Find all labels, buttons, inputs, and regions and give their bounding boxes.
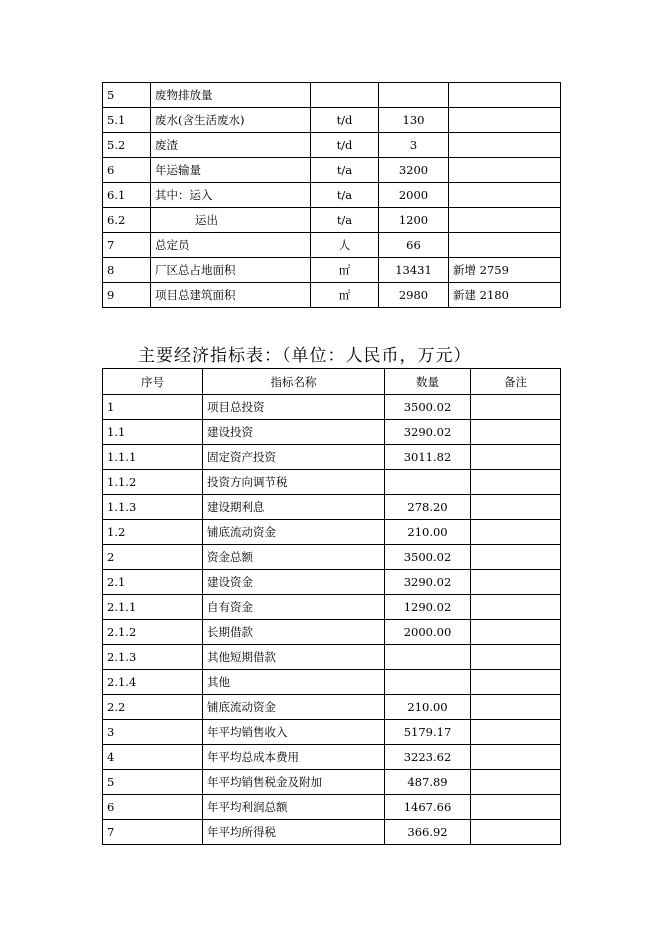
table-row: [103, 570, 561, 595]
row-name: 厂区总占地面积: [151, 258, 311, 283]
row-name: 年运输量: [151, 158, 311, 183]
table-row: [103, 108, 561, 133]
table-row: [103, 183, 561, 208]
row-note: 新建 2180: [449, 283, 561, 308]
row-value: 366.92: [385, 820, 471, 845]
row-name: 铺底流动资金: [203, 520, 385, 545]
table-row: [103, 745, 561, 770]
row-note: [471, 395, 561, 420]
row-note: [471, 495, 561, 520]
row-no: 8: [103, 258, 151, 283]
row-no: 2: [103, 545, 203, 570]
row-no: 5: [103, 83, 151, 108]
row-value: 3200: [379, 158, 449, 183]
row-no: 7: [103, 233, 151, 258]
row-name: 运出: [151, 208, 311, 233]
row-name: 其中：运入: [151, 183, 311, 208]
row-no: 1.1.2: [103, 470, 203, 495]
row-note: [471, 695, 561, 720]
row-value: 278.20: [385, 495, 471, 520]
table-row: [103, 83, 561, 108]
table-row: [103, 233, 561, 258]
row-no: 6: [103, 795, 203, 820]
row-note: [471, 445, 561, 470]
row-no: 2.1.1: [103, 595, 203, 620]
row-value: 210.00: [385, 695, 471, 720]
row-no: 2.2: [103, 695, 203, 720]
row-note: [471, 570, 561, 595]
row-value: [385, 645, 471, 670]
row-name: 年平均所得税: [203, 820, 385, 845]
row-value: 66: [379, 233, 449, 258]
row-name: 资金总额: [203, 545, 385, 570]
row-value: 3500.02: [385, 395, 471, 420]
row-value: 13431: [379, 258, 449, 283]
row-no: 2.1.2: [103, 620, 203, 645]
row-note: [471, 545, 561, 570]
row-name: 总定员: [151, 233, 311, 258]
table-row: [103, 645, 561, 670]
row-unit: [311, 83, 379, 108]
row-note: [471, 470, 561, 495]
row-unit: t/a: [311, 208, 379, 233]
table-row: [103, 158, 561, 183]
row-name: 年平均利润总额: [203, 795, 385, 820]
row-name: 年平均总成本费用: [203, 745, 385, 770]
row-name: 自有资金: [203, 595, 385, 620]
row-note: [471, 645, 561, 670]
row-name: 废物排放量: [151, 83, 311, 108]
row-unit: t/d: [311, 108, 379, 133]
row-note: [471, 745, 561, 770]
row-name: 项目总建筑面积: [151, 283, 311, 308]
row-note: 新增 2759: [449, 258, 561, 283]
header-name: 指标名称: [203, 369, 385, 395]
row-no: 6.1: [103, 183, 151, 208]
row-no: 1.1.3: [103, 495, 203, 520]
row-no: 1: [103, 395, 203, 420]
row-note: [471, 670, 561, 695]
row-name: 项目总投资: [203, 395, 385, 420]
row-value: 3290.02: [385, 570, 471, 595]
row-value: 3223.62: [385, 745, 471, 770]
row-name: 固定资产投资: [203, 445, 385, 470]
row-value: 3290.02: [385, 420, 471, 445]
row-note: [471, 520, 561, 545]
row-value: 210.00: [385, 520, 471, 545]
row-value: 130: [379, 108, 449, 133]
row-no: 5: [103, 770, 203, 795]
row-value: 2980: [379, 283, 449, 308]
row-unit: 人: [311, 233, 379, 258]
table-row: [103, 695, 561, 720]
row-no: 6: [103, 158, 151, 183]
row-value: 1290.02: [385, 595, 471, 620]
row-note: [449, 108, 561, 133]
table-row: [103, 420, 561, 445]
table-row: [103, 620, 561, 645]
row-note: [449, 133, 561, 158]
table-row: [103, 133, 561, 158]
indicator-table-continued: [102, 82, 561, 308]
row-value: 5179.17: [385, 720, 471, 745]
row-unit: t/a: [311, 183, 379, 208]
row-note: [471, 770, 561, 795]
row-value: 2000: [379, 183, 449, 208]
row-unit: ㎡: [311, 283, 379, 308]
row-no: 1.2: [103, 520, 203, 545]
row-value: [385, 470, 471, 495]
row-note: [449, 208, 561, 233]
row-note: [471, 420, 561, 445]
row-value: 1467.66: [385, 795, 471, 820]
header-value: 数量: [385, 369, 471, 395]
row-name: 其他短期借款: [203, 645, 385, 670]
table-row: [103, 520, 561, 545]
row-no: 2.1: [103, 570, 203, 595]
row-name: 铺底流动资金: [203, 695, 385, 720]
row-value: [379, 83, 449, 108]
row-name: 废水(含生活废水): [151, 108, 311, 133]
row-no: 2.1.3: [103, 645, 203, 670]
row-value: 2000.00: [385, 620, 471, 645]
economic-indicator-table: [102, 368, 561, 845]
table-row: [103, 283, 561, 308]
table-row: [103, 470, 561, 495]
row-unit: ㎡: [311, 258, 379, 283]
row-no: 7: [103, 820, 203, 845]
table-row: [103, 670, 561, 695]
row-note: [449, 83, 561, 108]
row-note: [471, 595, 561, 620]
table-row: [103, 795, 561, 820]
row-unit: t/d: [311, 133, 379, 158]
row-value: 1200: [379, 208, 449, 233]
table-row: [103, 495, 561, 520]
row-name: 投资方向调节税: [203, 470, 385, 495]
table-row: [103, 395, 561, 420]
row-name: 建设投资: [203, 420, 385, 445]
section-title: 主要经济指标表：（单位：人民币，万元）: [138, 346, 472, 366]
row-name: 年平均销售税金及附加: [203, 770, 385, 795]
row-unit: t/a: [311, 158, 379, 183]
row-note: [449, 183, 561, 208]
row-name: 建设资金: [203, 570, 385, 595]
row-note: [471, 720, 561, 745]
row-value: 3011.82: [385, 445, 471, 470]
table-row: [103, 258, 561, 283]
table-row: [103, 820, 561, 845]
row-note: [471, 820, 561, 845]
row-name: 建设期利息: [203, 495, 385, 520]
row-value: 3500.02: [385, 545, 471, 570]
row-no: 6.2: [103, 208, 151, 233]
row-note: [471, 795, 561, 820]
table-row: [103, 208, 561, 233]
row-value: 487.89: [385, 770, 471, 795]
row-note: [449, 233, 561, 258]
row-note: [449, 158, 561, 183]
header-note: 备注: [471, 369, 561, 395]
table-row: [103, 445, 561, 470]
row-note: [471, 620, 561, 645]
row-no: 5.2: [103, 133, 151, 158]
row-no: 9: [103, 283, 151, 308]
table-header-row: [103, 369, 561, 395]
row-no: 1.1: [103, 420, 203, 445]
header-no: 序号: [103, 369, 203, 395]
row-name: 废渣: [151, 133, 311, 158]
row-no: 4: [103, 745, 203, 770]
row-value: 3: [379, 133, 449, 158]
table-row: [103, 770, 561, 795]
row-name: 其他: [203, 670, 385, 695]
row-no: 3: [103, 720, 203, 745]
table-row: [103, 720, 561, 745]
table-row: [103, 545, 561, 570]
table-row: [103, 595, 561, 620]
row-no: 2.1.4: [103, 670, 203, 695]
row-no: 5.1: [103, 108, 151, 133]
row-no: 1.1.1: [103, 445, 203, 470]
row-name: 年平均销售收入: [203, 720, 385, 745]
row-name: 长期借款: [203, 620, 385, 645]
row-value: [385, 670, 471, 695]
